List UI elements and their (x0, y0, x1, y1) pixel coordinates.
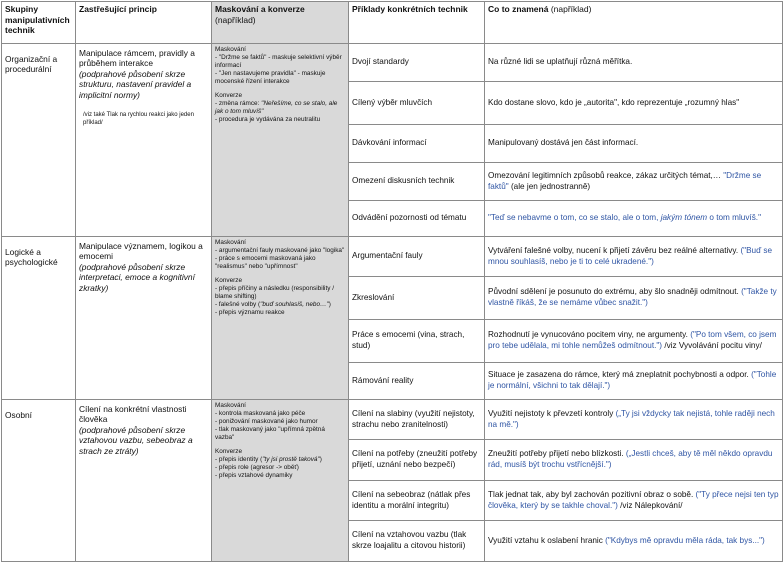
meaning-text: Omezování legitimních způsobů reakce, zákaz určitých témat,… (488, 170, 724, 180)
conversion-line (215, 472, 345, 480)
technique-meaning (485, 440, 783, 481)
technique-name: Omezení diskusních technik (349, 163, 485, 201)
masking-line: - práce s emocemi maskovaná jako "realismus" nebo "upřímnost" (215, 255, 316, 270)
meaning-text: /viz Vyvolávání pocitu viny/ (662, 341, 762, 350)
group-cell (2, 400, 76, 562)
meaning-text: Využití vztahu k oslabení hranic (488, 535, 606, 545)
header-techniques: Příklady konkrétních technik (349, 2, 485, 44)
header-principle: Zastřešující princip (76, 2, 212, 44)
technique-meaning (485, 521, 783, 562)
masking-title: Maskování (215, 239, 246, 246)
masking-conversion-cell (212, 237, 349, 400)
group-cell (2, 237, 76, 400)
conversion-text: - přepis vztahové dynamiky (215, 472, 293, 479)
conversion-text: - přepis identity ( (215, 456, 263, 463)
example-quote: ("Buď se mnou souhlasíš, nebo je ti to celé ukradené.") (488, 245, 773, 266)
technique-name: Dávkování informací (349, 125, 485, 163)
example-quote: ("Takže ty vlastně říkáš, že se nemáme vůbec snažit.") (488, 287, 777, 307)
meaning-text: Manipulovaný dostává jen část informací. (488, 138, 639, 148)
conversion-example: "Neřešíme, co se stalo, ale jak o tom mluvíš" (215, 100, 338, 115)
header-masking: Maskování a konverze (například) (212, 2, 349, 44)
masking-conversion-cell (212, 44, 349, 237)
technique-name: Práce s emocemi (vina, strach, stud) (349, 320, 485, 363)
conversion-text: ) (319, 456, 322, 463)
example-quote: ("Po tom všem, co jsem pro tebe udělala, mi tohle nemůžeš odmítnout.") (488, 330, 777, 350)
conversion-example: "ty jsi prostě taková" (262, 456, 320, 463)
header-row (2, 2, 783, 44)
meaning-text: Vytváření falešné volby, nucení k přijetí závěru bez reálné alternativy. (488, 245, 741, 255)
technique-name: Dvojí standardy (349, 44, 485, 82)
meaning-text: Kdo dostane slovo, kdo je „autorita", kdo reprezentuje „rozumný hlas" (488, 97, 740, 107)
manipulation-techniques-table (1, 1, 783, 562)
principle-description: (podprahové působení skrze vztahovou vazbu, sebeobraz a strach ze ztráty) (79, 424, 193, 456)
technique-meaning (485, 125, 783, 163)
masking-line: - tlak maskovaný jako "upřímná zpětná vazba" (215, 426, 325, 441)
conversion-title: Konverze (215, 277, 242, 284)
principle-title: Cílení na konkrétní vlastnosti člověka (79, 404, 187, 425)
conversion-title: Konverze (215, 448, 242, 455)
example-quote: jakým tónem (660, 213, 708, 223)
table-row (2, 237, 783, 277)
meaning-text: Na různé lidi se uplatňují různá měřítka. (488, 57, 633, 67)
meaning-text: /viz Nálepkování/ (617, 500, 683, 510)
conversion-text: - procedura je vydávána za neutralitu (215, 116, 321, 123)
masking-title: Maskování (215, 402, 246, 409)
masking-title: Maskování (215, 46, 246, 53)
example-quote: ("Tohle je normální, všichni to tak dělají.") (488, 370, 777, 390)
masking-line: - argumentační fauly maskované jako "logika" (215, 247, 345, 254)
conversion-line (215, 309, 345, 317)
conversion-text: - přepis příčiny a následku (responsibility / blame shifting) (215, 285, 334, 300)
principle-cell (76, 400, 212, 562)
conversion-example: "buď souhlasíš, nebo…" (260, 301, 329, 308)
technique-name: Argumentační fauly (349, 237, 485, 277)
technique-meaning (485, 237, 783, 277)
principle-title: Manipulace významem, logikou a emocemi (79, 241, 203, 262)
principle-title: Manipulace rámcem, pravidly a průběhem interakce (79, 48, 195, 69)
example-quote: o tom mluvíš." (707, 213, 761, 223)
meaning-text: Situace je zasazena do rámce, který má zneplatnit pochybnosti a odpor. (488, 370, 752, 380)
example-quote: "Držme se faktů" (488, 170, 762, 191)
conversion-line (215, 285, 345, 301)
conversion-line (215, 301, 345, 309)
masking-line: - ponižování maskované jako humor (215, 418, 318, 425)
masking-line: - "Držme se faktů" - maskuje selektivní výběr informací (215, 54, 342, 69)
header-groups: Skupiny manipulativních technik (2, 2, 76, 44)
masking-line: - "Jen nastavujeme pravidla" - maskuje mocenské řízení interakce (215, 70, 326, 85)
technique-meaning (485, 400, 783, 440)
conversion-line (215, 456, 345, 464)
conversion-line (215, 116, 345, 124)
header-meaning: Co to znamená (například) (485, 2, 783, 44)
example-quote: („Jestli chceš, aby tě měl někdo opravdu rád, musíš být trochu vstřícnější.") (488, 449, 773, 469)
technique-meaning (485, 163, 783, 201)
technique-name: Cílený výběr mluvčích (349, 82, 485, 125)
meaning-text: Tlak jednat tak, aby byl zachován pozitivní obraz o sobě. (488, 489, 696, 499)
masking-line: - kontrola maskovaná jako péče (215, 410, 306, 417)
technique-name: Cílení na sebeobraz (nátlak přes identitu a morální integritu) (349, 481, 485, 521)
meaning-text: Využití nejistoty k převzetí kontroly (488, 408, 616, 418)
technique-meaning (485, 481, 783, 521)
technique-name: Cílení na potřeby (zneužití potřeby přijetí, uznání nebo bezpečí) (349, 440, 485, 481)
technique-meaning (485, 277, 783, 320)
table-row (2, 400, 783, 440)
principle-note: /viz také Tlak na rychlou reakci jako jeden příklad/ (83, 112, 194, 126)
technique-name: Cílení na vztahovou vazbu (tlak skrze loajalitu a citovou historii) (349, 521, 485, 562)
technique-meaning (485, 320, 783, 363)
meaning-text: Původní sdělení je posunuto do extrému, aby šlo snadněji odmítnout. (488, 287, 742, 297)
technique-meaning (485, 363, 783, 400)
technique-name: Odvádění pozornosti od tématu (349, 201, 485, 237)
technique-name: Cílení na slabiny (využití nejistoty, strachu nebo zranitelnosti) (349, 400, 485, 440)
example-quote: "Teď se nebavme o tom, co se stalo, ale o tom, (488, 213, 661, 223)
meaning-text: Zneužití potřeby přijetí nebo blízkosti. (488, 449, 626, 459)
conversion-text: - falešné volby ( (215, 301, 261, 308)
conversion-title: Konverze (215, 92, 242, 99)
group-cell (2, 44, 76, 237)
technique-meaning (485, 44, 783, 82)
example-quote: ("Ty přece nejsi ten typ člověka, který by se takhle choval.") (488, 489, 779, 510)
technique-name: Rámování reality (349, 363, 485, 400)
group-name: Organizační a procedurální (5, 54, 58, 75)
conversion-line (215, 464, 345, 472)
principle-cell (76, 44, 212, 237)
table-row (2, 44, 783, 82)
conversion-text: - přepis významu reakce (215, 309, 285, 316)
technique-name: Zkreslování (349, 277, 485, 320)
conversion-line (215, 100, 345, 116)
group-name: Osobní (5, 410, 33, 420)
conversion-text: - přepis role (agresor -> oběť) (215, 464, 299, 471)
conversion-text: - změna rámce: (215, 100, 262, 107)
meaning-text: Rozhodnutí je vynucováno pocitem viny, ne argumenty. (488, 330, 691, 340)
masking-conversion-cell (212, 400, 349, 562)
technique-meaning (485, 82, 783, 125)
technique-meaning (485, 201, 783, 237)
meaning-text: (ale jen jednostranně) (508, 181, 591, 191)
example-quote: ("Kdybys mě opravdu měla ráda, tak bys...") (605, 535, 765, 545)
principle-description: (podprahové působení skrze interpretaci, emoce a kognitivní zkratky) (79, 261, 195, 293)
conversion-text: ) (328, 301, 331, 308)
example-quote: („Ty jsi vždycky tak nejistá, tohle raději nech na mě.") (488, 408, 775, 429)
principle-cell (76, 237, 212, 400)
principle-description: (podprahové působení skrze strukturu, nastavení pravidel a implicitní normy) (79, 68, 192, 100)
group-name: Logické a psychologické (5, 247, 58, 268)
